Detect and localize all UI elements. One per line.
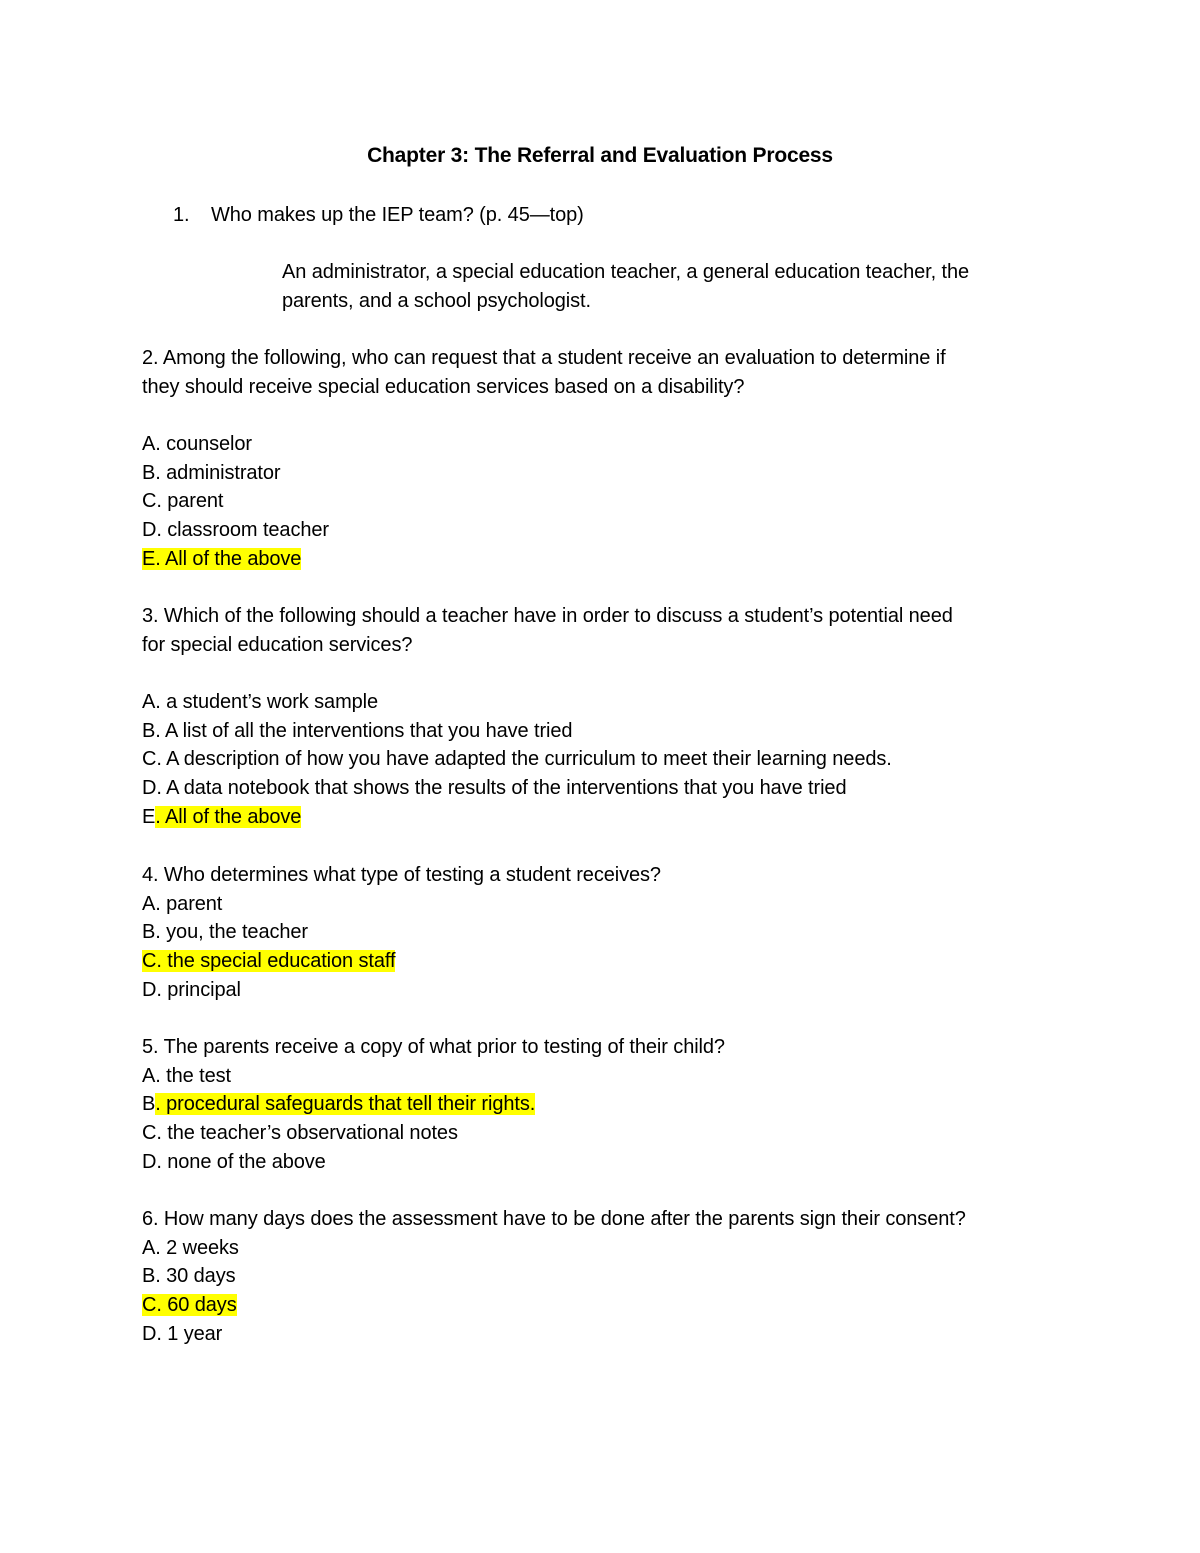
question-1-number: 1. <box>173 204 190 226</box>
question-6-text: 6. How many days does the assessment have to be done after the parents sign their consent? <box>142 1208 966 1230</box>
option-item: A. counselor <box>142 433 252 455</box>
option-item: D. classroom teacher <box>142 519 329 542</box>
question-3 <box>142 602 1062 659</box>
option-item: C. the teacher’s observational notes <box>142 1122 458 1145</box>
option-item: D. none of the above <box>142 1150 326 1173</box>
answer-line: An administrator, a special education teacher, a general education teacher, the <box>282 261 970 283</box>
question-1-text: Who makes up the IEP team? (p. 45—top) <box>211 204 584 226</box>
option-item: D. principal <box>142 978 241 1001</box>
question-5 <box>142 1033 1062 1177</box>
question-4-text: 4. Who determines what type of testing a student receives? <box>142 864 661 886</box>
question-2-text-line: they should receive special education services based on a disability? <box>142 375 745 398</box>
option-item-correct <box>142 947 1062 976</box>
option-item-correct <box>142 1291 1062 1320</box>
question-5-text: 5. The parents receive a copy of what prior to testing of their child? <box>142 1036 725 1058</box>
option-prefix: E <box>142 805 156 828</box>
option-item-correct <box>142 803 1062 832</box>
answer-line: parents, and a school psychologist. <box>282 289 591 312</box>
question-4 <box>142 861 1062 1005</box>
highlighted-answer: E. All of the above <box>142 547 302 570</box>
option-item: A. 2 weeks <box>142 1236 239 1259</box>
question-3-options <box>142 688 1062 832</box>
option-item: A. a student’s work sample <box>142 691 379 713</box>
option-item: B. 30 days <box>142 1265 236 1288</box>
option-item: C. parent <box>142 490 224 513</box>
question-3-text-line: for special education services? <box>142 633 413 656</box>
question-2-text-line: 2. Among the following, who can request that a student receive an evaluation to determine if <box>142 347 946 369</box>
option-item: A. the test <box>142 1064 231 1087</box>
option-item: D. A data notebook that shows the results of the interventions that you have tried <box>142 777 847 800</box>
question-3-text-line: 3. Which of the following should a teacher have in order to discuss a student’s potential need <box>142 605 953 627</box>
question-2-options <box>142 430 1062 574</box>
highlighted-answer: C. the special education staff <box>142 950 396 973</box>
option-item: B. A list of all the interventions that you have tried <box>142 719 573 742</box>
question-1-answer <box>282 258 1072 315</box>
highlighted-answer: . All of the above <box>155 805 302 828</box>
option-item: A. parent <box>142 892 223 915</box>
option-item: C. A description of how you have adapted the curriculum to meet their learning needs. <box>142 748 892 771</box>
option-prefix: B <box>142 1093 156 1116</box>
highlighted-answer: . procedural safeguards that tell their rights. <box>155 1093 536 1116</box>
question-2 <box>142 344 1062 401</box>
highlighted-answer: C. 60 days <box>142 1294 237 1317</box>
option-item: B. administrator <box>142 461 281 484</box>
option-item-correct <box>142 545 1062 574</box>
question-1 <box>173 201 1073 230</box>
question-6 <box>142 1205 1062 1349</box>
option-item: B. you, the teacher <box>142 921 308 944</box>
page-title: Chapter 3: The Referral and Evaluation Process <box>367 144 833 167</box>
option-item-correct <box>142 1090 1062 1119</box>
option-item: D. 1 year <box>142 1322 223 1345</box>
